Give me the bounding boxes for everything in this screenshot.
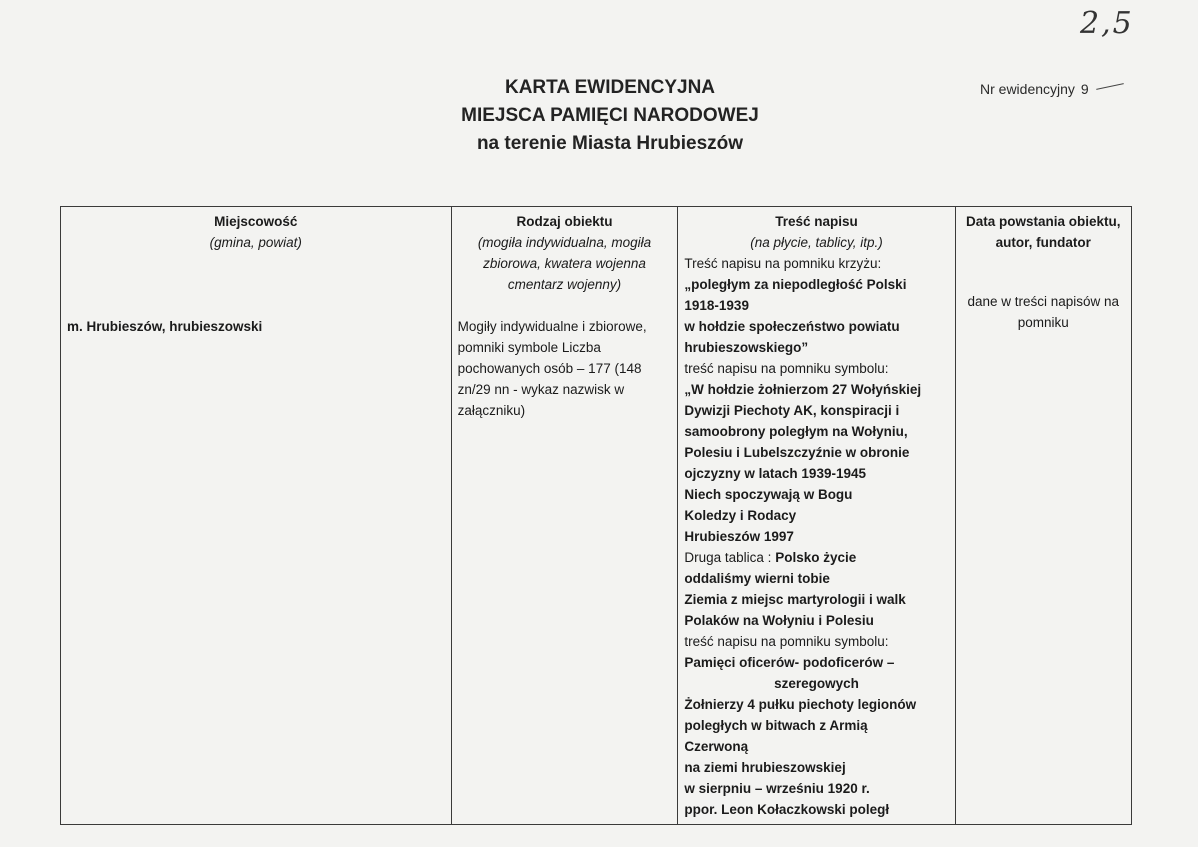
handwritten-page-mark: 2,5 [1080,6,1134,41]
inscription-line: „poległym za niepodległość Polski [684,277,907,292]
object-type-cell [451,207,678,825]
record-table [60,206,1132,825]
header-subtitle: (na płycie, tablicy, itp.) [750,235,883,250]
registry-label: Nr ewidencyjny [980,81,1075,97]
inscription-line: „W hołdzie żołnierzom 27 Wołyńskiej [684,382,922,397]
title-line-3: na terenie Miasta Hrubieszów [476,133,744,154]
column-header-inscription [684,211,948,253]
inscription-intro: treść napisu na pomniku symbolu: [684,361,889,376]
inscription-intro: Treść napisu na pomniku krzyżu: [684,256,882,271]
inscription-line: 1918-1939 [684,298,749,313]
inscription-line: w sierpniu – wrześniu 1920 r. [684,781,870,796]
date-value: dane w treści napisów na pomniku [967,294,1120,330]
table-row [61,207,1132,825]
inscription-line: samoobrony poległym na Wołyniu, [684,424,908,439]
column-header-object-type [458,211,672,295]
inscription-line: Polesiu i Lubelszczyźnie w obronie [684,445,910,460]
inscription-line: na ziemi hrubieszowskiej [684,760,846,775]
inscription-line: Czerwoną [684,739,749,754]
header-title: Miejscowość [214,214,298,229]
inscription-line: poległych w bitwach z Armią [684,718,868,733]
inscription-line: oddaliśmy wierni tobie [684,571,830,586]
header-subtitle: (mogiła indywidualna, mogiła zbiorowa, kwatera wojenna cmentarz wojenny) [477,235,652,292]
inscription-line: Pamięci oficerów- podoficerów – [684,655,895,670]
header-title: Rodzaj obiektu [516,214,613,229]
location-cell [61,207,452,825]
inscription-line: Niech spoczywają w Bogu [684,487,853,502]
inscription-intro: treść napisu na pomniku symbolu: [684,634,889,649]
handwritten-stroke [1096,83,1124,90]
location-value: m. Hrubieszów, hrubieszowski [67,319,263,334]
document-title [300,74,920,158]
inscription-line: szeregowych [774,676,859,691]
second-table-first: Polsko życie [775,550,857,565]
title-line-2: MIEJSCA PAMIĘCI NARODOWEJ [461,105,759,126]
registry-number [980,81,1089,97]
registry-value: 9 [1080,81,1089,97]
header-title: Treść napisu [775,214,858,229]
inscription-line: Hrubieszów 1997 [684,529,794,544]
column-header-date [962,211,1125,253]
second-table-prefix: Druga tablica : [684,550,776,565]
inscription-line: w hołdzie społeczeństwo powiatu [684,319,900,334]
inscription-line: hrubieszowskiego” [684,340,809,355]
inscription-line: ojczyzny w latach 1939-1945 [684,466,866,481]
inscription-line: Koledzy i Rodacy [684,508,797,523]
header-title: Data powstania obiektu, autor, fundator [966,214,1121,250]
column-header-location [67,211,445,253]
inscription-line: Polaków na Wołyniu i Polesiu [684,613,874,628]
inscription-line: Dywizji Piechoty AK, konspiracji i [684,403,900,418]
second-table-line [684,547,948,568]
header-subtitle: (gmina, powiat) [209,235,302,250]
inscription-cell [678,207,955,825]
inscription-line: ppor. Leon Kołaczkowski poległ [684,802,890,817]
date-cell [955,207,1131,825]
inscription-line: Ziemia z miejsc martyrologii i walk [684,592,906,607]
title-line-1: KARTA EWIDENCYJNA [504,77,716,98]
inscription-line: Żołnierzy 4 pułku piechoty legionów [684,697,917,712]
object-type-value: Mogiły indywidualne i zbiorowe, pomniki symbole Liczba pochowanych osób – 177 (148 zn/29 nn - wykaz nazwisk w załączniku) [457,319,647,418]
